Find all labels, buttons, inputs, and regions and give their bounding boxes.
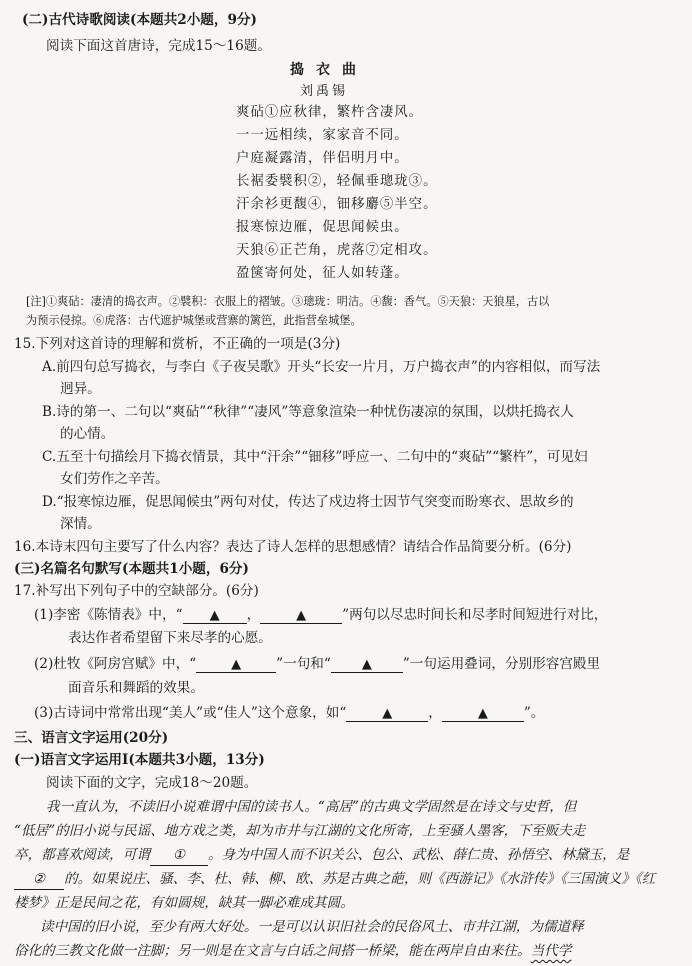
poem-author: 刘禹锡 <box>300 84 349 99</box>
q17-item-3-sep: ， <box>428 705 442 721</box>
question-16: 16.本诗末四句主要写了什么内容？表达了诗人怎样的思想感情？请结合作品简要分析。(6分) <box>14 539 572 555</box>
q15-option-b-cont: 的心情。 <box>60 426 115 442</box>
answer-blank[interactable] <box>196 656 276 673</box>
poem-line: 天狼⑥正芒角，虎落⑦定相攻。 <box>236 243 438 258</box>
passage-text: 。身为中国人而不识关公、包公、武松、薛仁贵、孙悟空、林黛玉，是 <box>207 847 630 863</box>
answer-blank[interactable] <box>260 607 342 624</box>
q15-option-c: C.五至十句描绘月下捣衣情景，其中“汗余”“钿移”呼应一、二句中的“爽砧”“繁杵”，可见妇 <box>42 449 588 465</box>
passage-underlined-text: 当代学 <box>530 943 572 959</box>
blank-marker-icon: ▲ <box>477 706 488 721</box>
q17-item-2-mid: ”一句和“ <box>276 656 331 672</box>
blank-marker-icon: ▲ <box>231 657 242 672</box>
q15-option-c-cont: 女们劳作之辛苦。 <box>60 471 169 487</box>
poem-line: 户庭凝露清，伴侣明月中。 <box>236 151 409 166</box>
poem-line: 盈箧寄何处，征人如转蓬。 <box>236 266 409 281</box>
answer-blank[interactable] <box>442 705 524 722</box>
passage-line: 楼梦》正是民间之花，有如圆规，缺其一脚必难成其圆。 <box>14 895 354 911</box>
section-header-recitation: (三)名篇名句默写(本题共1小题，6分) <box>14 561 249 577</box>
q17-item-3-text: (3)古诗词中常常出现“美人”或“佳人”这个意象，如“ <box>34 705 347 721</box>
question-15-stem: 15.下列对这首诗的理解和赏析，不正确的一项是(3分) <box>14 336 341 352</box>
q17-item-3-end: ”。 <box>523 705 545 721</box>
passage-line: 读中国的旧小说，至少有两大好处。一是可以认识旧社会的民俗风土、市井江湖，为儒道释 <box>40 919 584 935</box>
poem-instruction: 阅读下面这首唐诗，完成15～16题。 <box>46 38 271 54</box>
poem-notes-line: 为预示侵掠。⑥虎落：古代遮护城堡或营寨的篱笆，此指营垒城堡。 <box>26 314 362 327</box>
blank-marker-icon: ▲ <box>209 608 220 623</box>
q15-option-a: A.前四句总写捣衣，与李白《子夜吴歌》开头“长安一片月，万户捣衣声”的内容相似，而写法 <box>42 359 601 375</box>
passage-instruction: 阅读下面的文字，完成18～20题。 <box>46 775 258 791</box>
q17-item-1-sep: ， <box>246 607 261 623</box>
q17-item-1-text: (1)李密《陈情表》中，“ <box>34 607 183 623</box>
poem-title: 捣衣曲 <box>290 62 368 78</box>
answer-blank[interactable] <box>183 607 247 624</box>
q17-item-1-text-end: ”两句以尽忠时间长和尽孝时间短进行对比， <box>342 607 608 623</box>
section-header-poetry: (二)古代诗歌阅读(本题共2小题，9分) <box>22 12 257 28</box>
q17-item-3 <box>34 703 544 723</box>
blank-marker-icon: ▲ <box>361 657 372 672</box>
poem-line: 报寒惊边雁，促思闻候虫。 <box>236 220 409 235</box>
fill-blank-2[interactable]: ② <box>14 869 64 890</box>
answer-blank[interactable] <box>331 656 403 673</box>
fill-blank-1[interactable]: ① <box>150 845 208 866</box>
q17-item-1 <box>34 605 607 625</box>
q17-item-2 <box>34 654 600 674</box>
q15-option-d: D.“报寒惊边雁，促思闻候虫”两句对仗，传达了戍边将士因节气突变而盼寒衣、思故乡的 <box>42 494 574 510</box>
passage-text: 卒，都喜欢阅读，可谓 <box>14 847 150 863</box>
passage-line: 我一直认为，不读旧小说难谓中国的读书人。“高居”的古典文学固然是在诗文与史哲，但 <box>46 799 577 815</box>
question-17-stem: 17.补写出下列句子中的空缺部分。(6分) <box>14 583 259 599</box>
q17-item-2-text: (2)杜牧《阿房宫赋》中，“ <box>34 656 197 672</box>
subsection-header-language-1: (一)语言文字运用Ⅰ(本题共3小题，13分) <box>14 752 265 768</box>
poem-notes-line: [注]①爽砧：凄清的捣衣声。②襞积：衣服上的褶皱。③璁珑：明洁。④馥：香气。⑤天狼：天狼星，古以 <box>26 295 550 308</box>
poem-line: 长裾委襞积②，轻佩垂璁珑③。 <box>236 174 438 189</box>
passage-text: 俗化的三教文化做一注脚；另一则是在文言与白话之间搭一桥梁，能在两岸自由来往。 <box>14 943 531 959</box>
part-header-language: 三、语言文字运用(20分) <box>14 730 169 746</box>
q15-option-a-cont: 迥异。 <box>60 381 101 397</box>
poem-line: 爽砧①应秋律，繁杵含凄风。 <box>236 105 424 120</box>
answer-blank[interactable] <box>346 705 428 722</box>
blank-marker-icon: ▲ <box>382 706 393 721</box>
q17-item-2-cont: 面音乐和舞蹈的效果。 <box>68 680 204 696</box>
passage-line: “低居”的旧小说与民谣、地方戏之类，却为市井与江湖的文化所寄，上至骚人墨客，下至贩夫走 <box>14 823 586 839</box>
q17-item-1-cont: 表达作者希望留下来尽孝的心愿。 <box>68 630 272 646</box>
passage-line <box>14 845 629 866</box>
blank-marker-icon: ▲ <box>296 608 307 623</box>
poem-line: 汗余衫更馥④，钿移麝⑤半空。 <box>236 197 438 212</box>
q15-option-d-cont: 深情。 <box>60 516 101 532</box>
q17-item-2-text-end: ”一句运用叠词，分别形容宫殿里 <box>402 656 601 672</box>
passage-line <box>14 869 655 890</box>
passage-text: 的。如果说庄、骚、李、杜、韩、柳、欧、苏是古典之葩，则《西游记》《水浒传》《三国演义》《红 <box>64 871 656 887</box>
poem-line: 一一远相续，家家音不同。 <box>236 128 409 143</box>
q15-option-b: B.诗的第一、二句以“爽砧”“秋律”“凄风”等意象渲染一种忧伤凄凉的氛围，以烘托捣衣人 <box>42 404 574 420</box>
passage-line <box>14 941 571 961</box>
